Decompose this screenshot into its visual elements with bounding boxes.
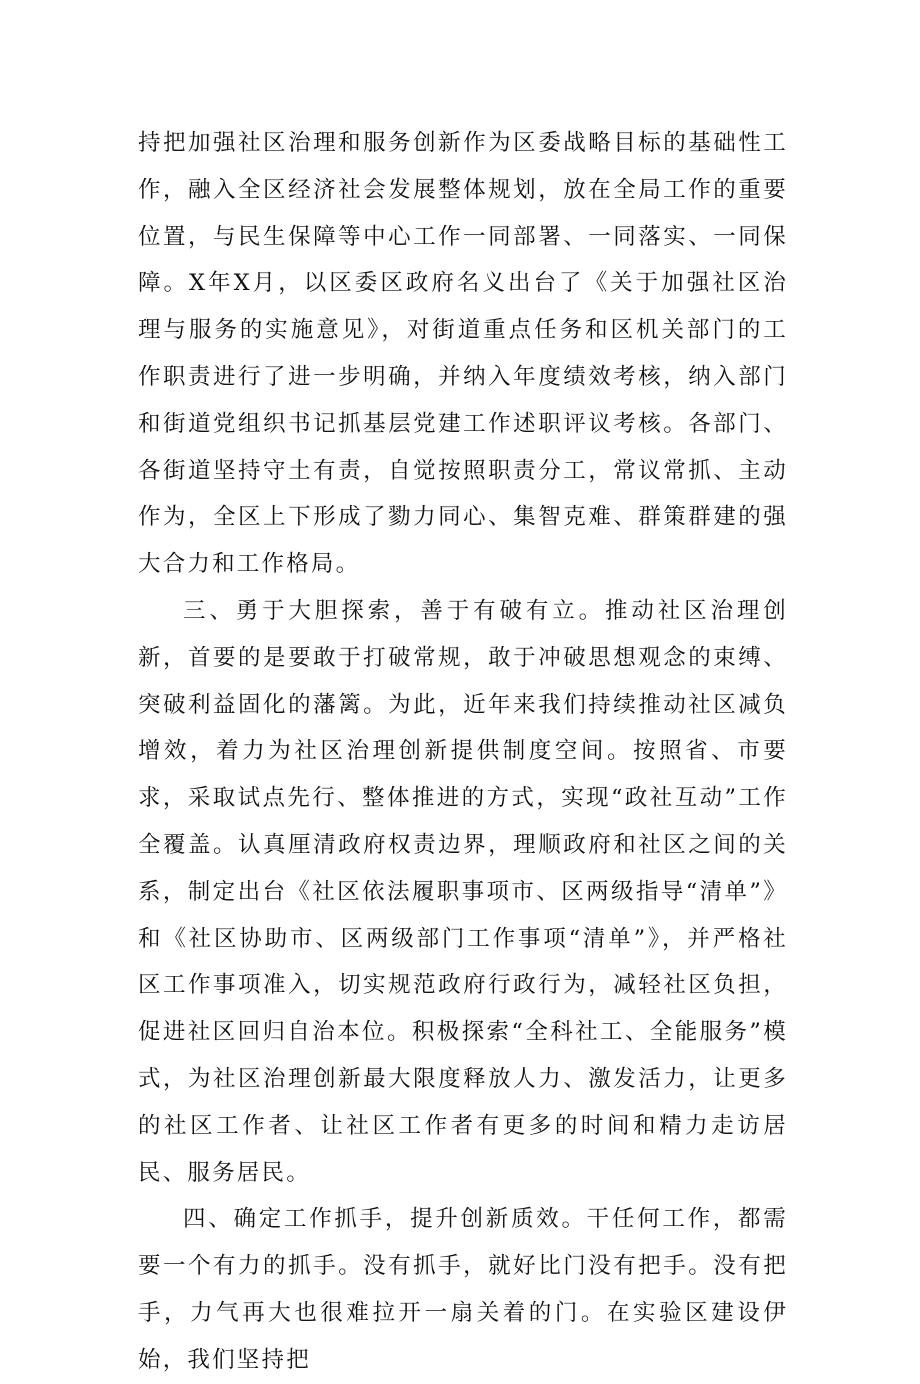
paragraph-section-four: 四、确定工作抓手，提升创新质效。干任何工作，都需要一个有力的抓手。没有抓手，就好比门没有把手。没有把手，力气再大也很难拉开一扇关着的门。在实验区建设伊始，我们坚持把 <box>138 1206 788 1373</box>
paragraph-continuation: 持把加强社区治理和服务创新作为区委战略目标的基础性工作，融入全区经济社会发展整体规划，放在全局工作的重要位置，与民生保障等中心工作一同部署、一同落实、一同保障。X年X月，以区委区政府名义出台了《关于加强社区治理与服务的实施意见》，对街道重点任务和区机关部门的工作职责进行了进一步明确，并纳入年度绩效考核，纳入部门和街道党组织书记抓基层党建工作述职评议考核。各部门、各街道坚持守土有责，自觉按照职责分工，常议常抓、主动作为，全区上下形成了勠力同心、集智克难、群策群建的强大合力和工作格局。 <box>138 130 788 578</box>
paragraph-section-three: 三、勇于大胆探索，善于有破有立。推动社区治理创新，首要的是要敢于打破常规，敢于冲破思想观念的束缚、突破利益固化的藩篱。为此，近年来我们持续推动社区减负增效，着力为社区治理创新提供制度空间。按照省、市要求，采取试点先行、整体推进的方式，实现“政社互动”工作全覆盖。认真厘清政府权责边界，理顺政府和社区之间的关系，制定出台《社区依法履职事项市、区两级指导“清单”》和《社区协助市、区两级部门工作事项“清单”》，并严格社区工作事项准入，切实规范政府行政行为，减轻社区负担，促进社区回归自治本位。积极探索“全科社工、全能服务”模式，为社区治理创新最大限度释放人力、激发活力，让更多的社区工作者、让社区工作者有更多的时间和精力走访居民、服务居民。 <box>138 597 788 1186</box>
document-body <box>138 120 788 1384</box>
